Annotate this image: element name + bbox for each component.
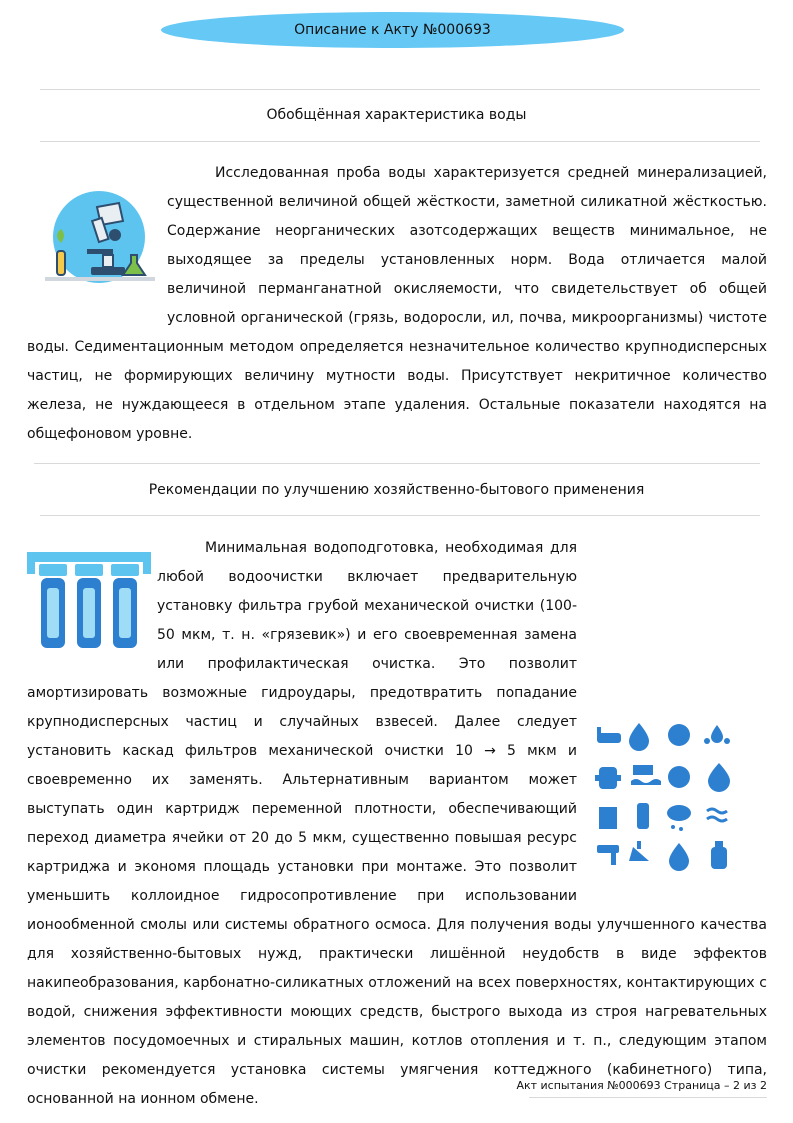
water-icons-grid — [587, 717, 767, 897]
section1-body — [27, 159, 767, 449]
page-footer: Акт испытания №000693 Страница – 2 из 2 — [516, 1079, 767, 1092]
divider — [34, 463, 760, 464]
section2-text: Минимальная водоподготовка, необходимая для любой водоочистки включает предварительную установку фильтра грубой механической очистки (100-50 мкм, т. н. «грязевик») и его своевременная замена или профилактическая очистка. Это позволит амортизировать возможные гидроудары, предотвратить попадание крупнодисперсных частиц и случайных взвесей. Далее следует установить каскад фильтров механической очистки 10 → 5 мкм и своевременно их заменять. Альтернативным вариантом может выступать один картридж переменной плотности, обеспечивающий переход диаметра ячейки от 20 до 5 мкм, существенно повышая ресурс картриджа и экономя площадь установки при монтаже. Это позволит уменьшить коллоидное гидросопротивление при использовании ионообменной смолы или системы обратного осмоса. Для получения воды улучшенного качества для хозяйственно-бытовых нужд, практически лишённой неудобств в виде эффектов накипеобразования, карбонатно-силикатных отложений на всех поверхностях, контактирующих с водой, снижения эффективности моющих средств, быстрого выхода из строя нагревательных элементов посудомоечных и стиральных машин, котлов отопления и т. п., следующим этапом очистки рекомендуется установка системы умягчения коттеджного (кабинетного) типа, основанной на ионном обмене. — [27, 540, 767, 1107]
footer-divider — [529, 1097, 767, 1098]
document-header — [161, 12, 624, 48]
document-title: Описание к Акту №000693 — [294, 22, 491, 38]
divider — [40, 515, 760, 516]
section1-text: Исследованная проба воды характеризуется средней минерализацией, существенной величиной общей жёсткости, заметной силикатной жёсткостью. Содержание неорганических азотсодержащих веществ минимальное, не выходящее за пределы установленных норм. Вода отличается малой величиной перманганатной окисляемости, что свидетельствует об общей условной органической (грязь, водоросли, ил, почва, микроорганизмы) чистоте воды. Седиментационным методом определяется незначительное количество крупнодисперсных частиц, не формирующих величину мутности воды. Присутствует некритичное количество железа, не нуждающееся в отдельном этапе удаления. Остальные показатели находятся на общефоновом уровне. — [27, 165, 767, 442]
section1-title: Обобщённая характеристика воды — [266, 107, 527, 123]
section2-title: Рекомендации по улучшению хозяйственно-бытового применения — [148, 482, 645, 498]
section2-body — [27, 534, 767, 1114]
water-filter-icon — [27, 534, 157, 679]
divider — [40, 141, 760, 142]
microscope-icon — [27, 159, 167, 329]
divider — [40, 89, 760, 90]
